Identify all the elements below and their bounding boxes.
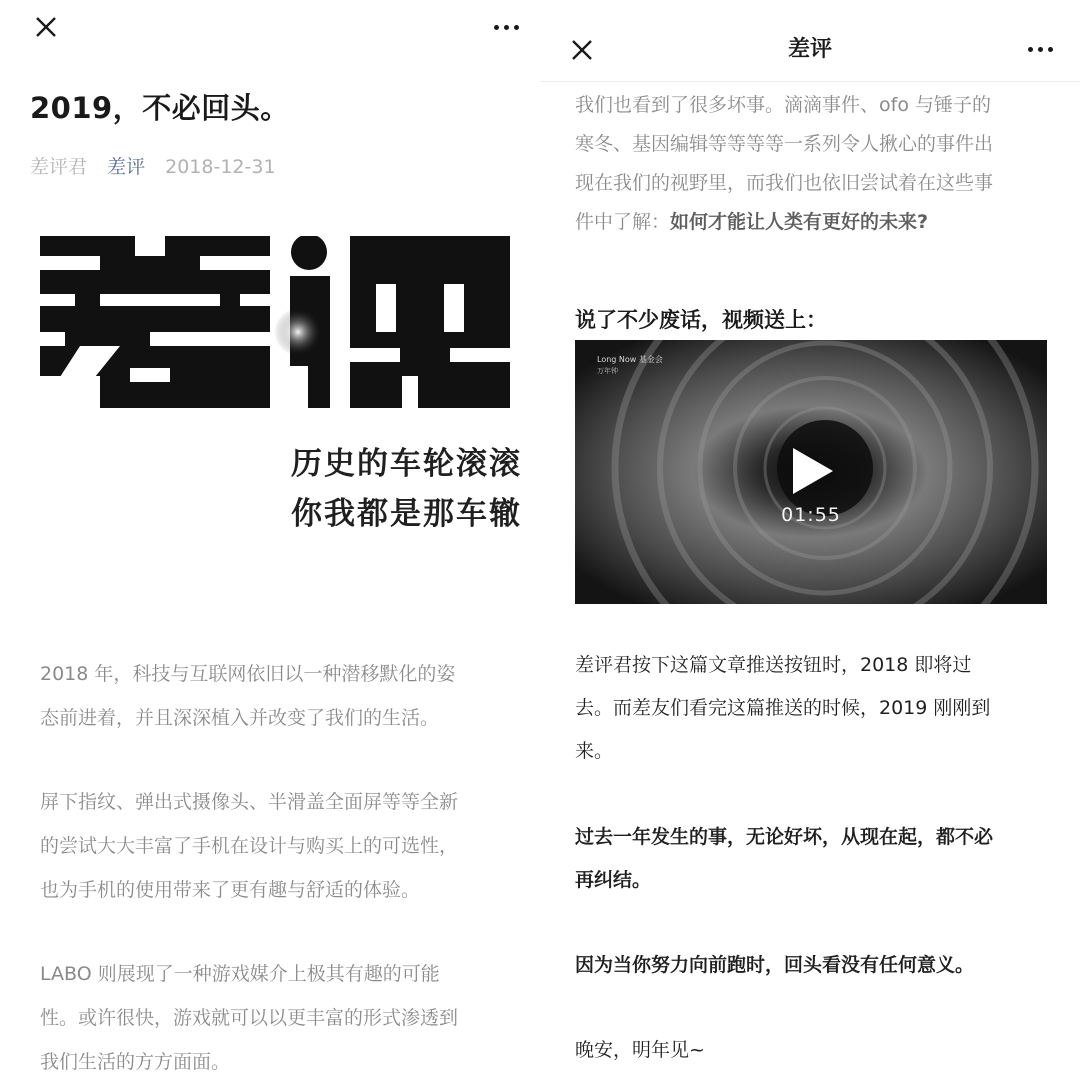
video-brand-text: Long Now 基金会 — [597, 355, 663, 364]
paragraph-line: 屏下指纹、弹出式摄像头、半滑盖全面屏等等全新 — [40, 791, 459, 813]
intro-highlight: 如何才能让人类有更好的未来? — [670, 211, 929, 233]
paragraph-line: 晚安，明年见~ — [575, 1039, 705, 1061]
paragraph-line: 态前进着，并且深深植入并改变了我们的生活。 — [40, 707, 440, 729]
cover-slogan-line1: 历史的车轮滚滚 — [291, 446, 522, 482]
intro-prefix: 件中了解： — [575, 211, 671, 233]
body-paragraph-forward — [575, 944, 1055, 987]
article-title: 2019，不必回头。 — [30, 91, 290, 125]
topbar-title: 差评 — [787, 37, 832, 62]
account-link[interactable]: 差评 — [107, 156, 146, 178]
video-sub-text: 万年钟 — [597, 367, 618, 375]
paragraph-line: 也为手机的使用带来了更有趣与舒适的体验。 — [40, 879, 421, 901]
top-bar — [540, 0, 1080, 82]
paragraph-line: 2018 年，科技与互联网依旧以一种潜移默化的姿 — [40, 663, 456, 685]
paragraph-phones — [40, 780, 515, 912]
right-article-screen — [540, 0, 1080, 1079]
paragraph-line: 去。而差友们看完这篇推送的时候，2019 刚刚到 — [575, 697, 991, 719]
play-icon[interactable] — [789, 446, 835, 496]
paragraph-line: 我们也看到了很多坏事。滴滴事件、ofo 与锤子的 — [575, 94, 991, 116]
author-name: 差评君 — [30, 156, 88, 178]
publish-date: 2018-12-31 — [165, 156, 276, 178]
video-duration: 01:55 — [781, 504, 841, 526]
article-meta — [30, 152, 290, 179]
paragraph-line — [575, 203, 1050, 242]
video-heading: 说了不少废话，视频送上： — [575, 308, 827, 332]
paragraph-labo — [40, 952, 515, 1079]
paragraph-line: 的尝试大大丰富了手机在设计与购买上的可选性， — [40, 835, 459, 857]
intro-paragraph — [575, 86, 1050, 242]
paragraph-line: 来。 — [575, 740, 614, 762]
paragraph-line: 我们生活的方方面面。 — [40, 1051, 231, 1073]
paragraph-line: 差评君按下这篇文章推送按钮时，2018 即将过 — [575, 654, 972, 676]
body-paragraph-goodnight — [575, 1029, 1055, 1072]
paragraph-line: 因为当你努力向前跑时，回头看没有任何意义。 — [575, 954, 975, 976]
paragraph-line: LABO 则展现了一种游戏媒介上极其有趣的可能 — [40, 963, 440, 985]
more-icon[interactable] — [1026, 44, 1056, 56]
cover-slogan-line2: 你我都是那车辙 — [291, 496, 522, 532]
video-player[interactable] — [575, 340, 1047, 604]
paragraph-line: 寒冬、基因编辑等等等等一系列令人揪心的事件出 — [575, 133, 994, 155]
paragraph-line: 过去一年发生的事，无论好坏，从现在起，都不必 — [575, 826, 994, 848]
paragraph-2018 — [40, 652, 515, 740]
paragraph-line: 性。或许很快，游戏就可以以更丰富的形式渗透到 — [40, 1007, 459, 1029]
body-paragraph-past — [575, 816, 1055, 902]
more-icon[interactable] — [492, 22, 522, 34]
paragraph-line: 再纠结。 — [575, 869, 652, 891]
paragraph-line: 现在我们的视野里，而我们也依旧尝试着在这些事 — [575, 172, 994, 194]
close-icon[interactable] — [31, 12, 61, 42]
body-paragraph-push — [575, 644, 1055, 773]
